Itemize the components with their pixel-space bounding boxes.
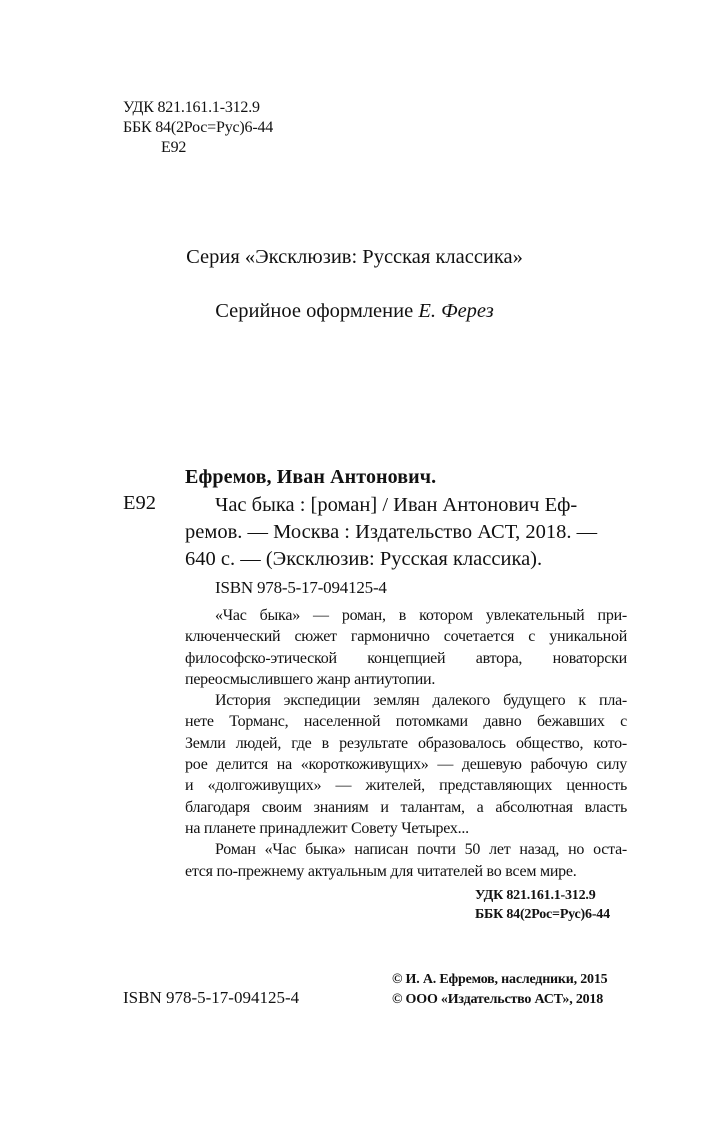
copyright [392,970,607,1010]
card-description [185,492,611,573]
classification-codes [123,98,273,158]
card-line: 640 с. — (Эксклюзив: Русская классика). [185,548,543,570]
classification-codes-bottom [475,886,610,924]
annotation-line: благодаря своим знаниям и талантам, а абсолютная власть [185,798,627,816]
annotation-line: нете Торманс, населенной потомками давно бежавших с [185,713,627,731]
bbk-code: ББК 84(2Рос=Рус)6-44 [123,119,274,136]
udk-code: УДК 821.161.1-312.9 [123,99,260,116]
annotation-paragraph [185,690,627,839]
series-title: Серия «Эксклюзив: Русская классика» [186,246,523,268]
card-line: ремов. — Москва : Издательство АСТ, 2018. — [185,521,598,543]
annotation-line: «Час быка» — роман, в котором увлекательный при- [215,607,627,624]
bbk-code: ББК 84(2Рос=Рус)6-44 [475,907,610,922]
series-design-label: Серийное оформление [215,300,414,322]
isbn: ISBN 978-5-17-094125-4 [123,988,300,1007]
annotation-line: и «долгоживущих» — жителей, представляющих ценность [185,777,627,795]
card-author: Ефремов, Иван Антонович. [185,466,437,488]
annotation-line: ключенческий сюжет гармонично сочетается с уникальной [185,628,627,646]
annotation-line: на планете принадлежит Совету Четырех... [185,819,469,837]
author-mark: Е92 [161,139,187,156]
copyright-publisher: © ООО «Издательство АСТ», 2018 [392,992,604,1007]
series-designer-name: Е. Ферез [418,300,494,322]
annotation-line: Роман «Час быка» написан почти 50 лет назад, но оста- [215,841,627,859]
copyright-heirs: © И. А. Ефремов, наследники, 2015 [392,972,608,987]
annotation-line: рое делится на «короткоживущих» — дешевую рабочую силу [185,756,627,774]
annotation [185,605,627,882]
annotation-line: ется по-прежнему актуальным для читателей во всем мире. [185,862,577,880]
annotation-line: переосмыслившего жанр антиутопии. [185,670,436,688]
annotation-line: История экспедиции землян далекого будущего к пла- [215,692,627,710]
series-design [0,300,709,323]
card-isbn: ISBN 978-5-17-094125-4 [215,578,387,597]
annotation-paragraph [185,839,627,882]
card-author-mark: Е92 [123,492,157,514]
udk-code: УДК 821.161.1-312.9 [475,888,596,903]
annotation-line: Земли людей, где в результате образовалось общество, кото- [185,734,627,752]
annotation-paragraph [185,605,627,690]
card-line: Час быка : [роман] / Иван Антонович Еф- [215,494,578,516]
annotation-line: философско-этической концепцией автора, новаторски [185,649,627,667]
